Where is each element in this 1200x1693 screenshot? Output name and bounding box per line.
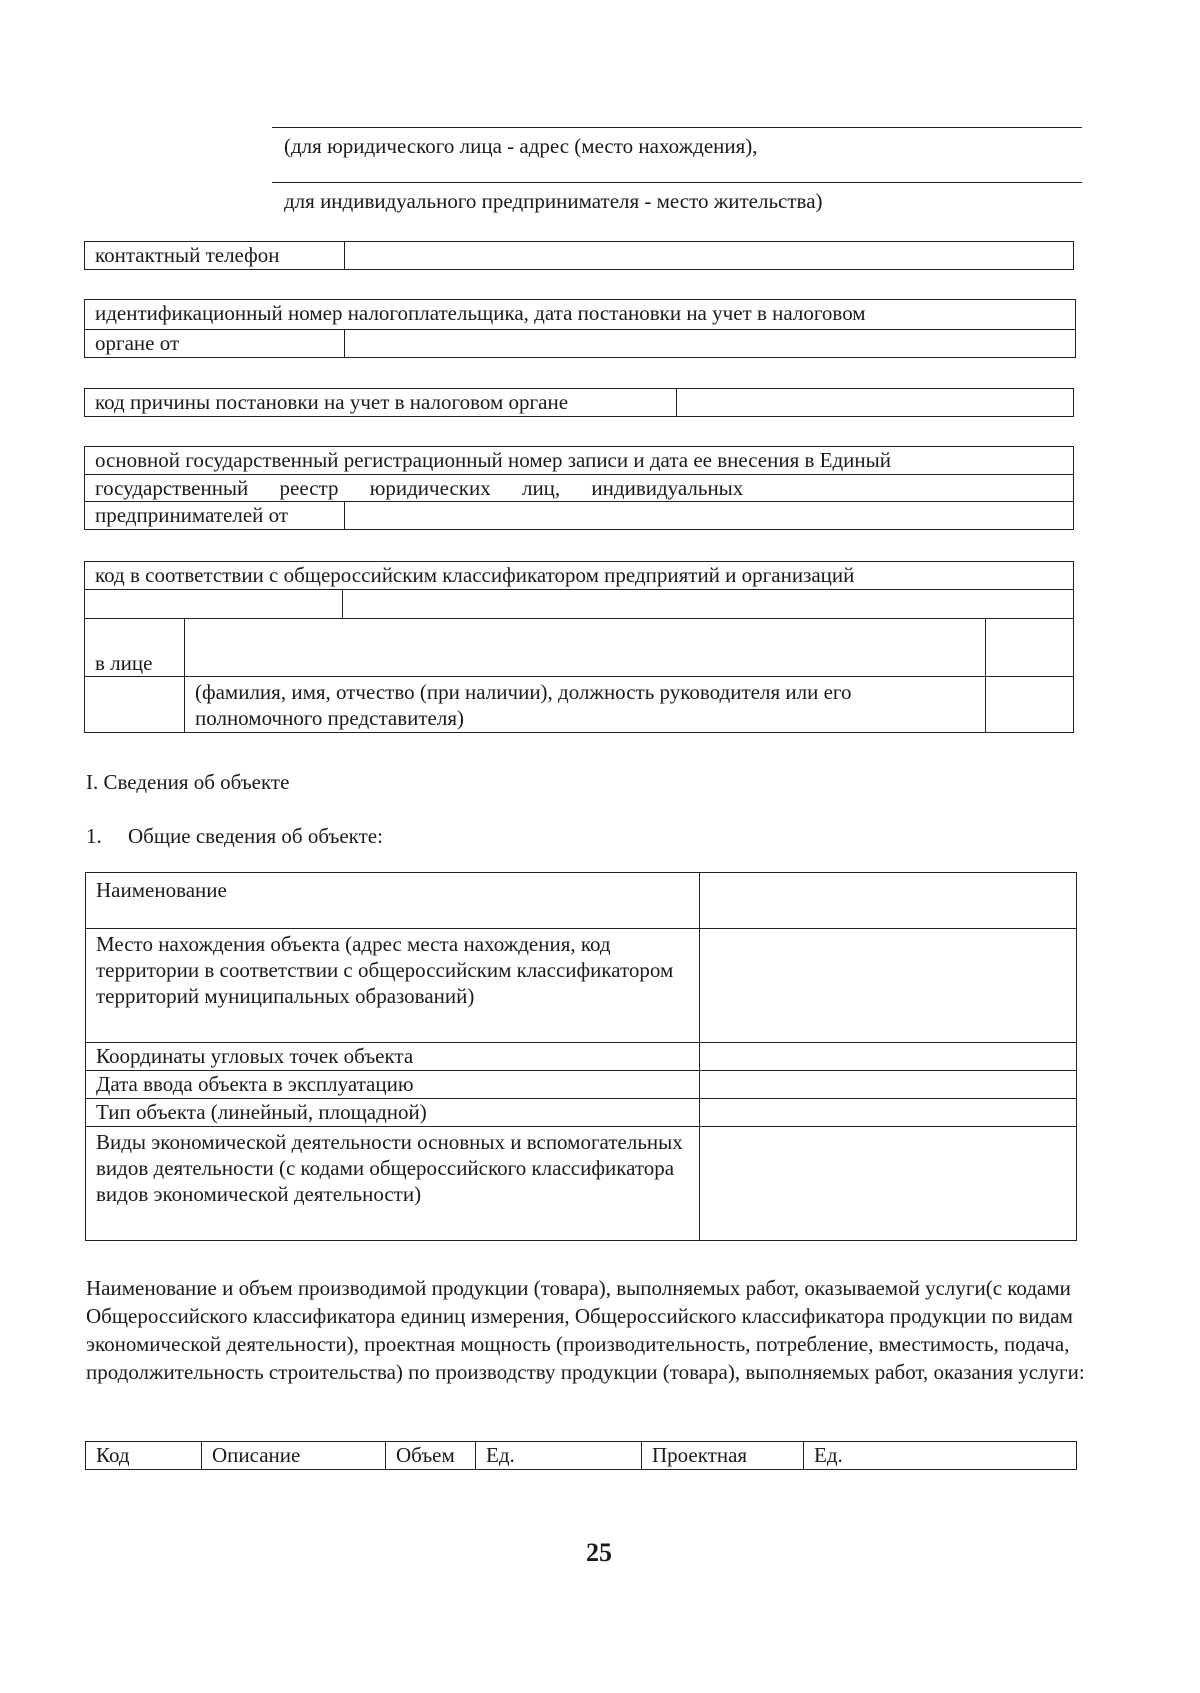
object-name-label: Наименование (86, 873, 700, 929)
object-commission-date-label: Дата ввода объекта в эксплуатацию (86, 1071, 700, 1099)
address-line-1 (272, 127, 1082, 128)
table-row (86, 1099, 1077, 1127)
representative-label: в лице (85, 619, 185, 677)
products-header-unit: Ед. (476, 1442, 642, 1470)
inn-date-field[interactable] (345, 330, 1076, 358)
subsection-title: Общие сведения об объекте: (128, 824, 383, 848)
object-type-label: Тип объекта (линейный, площадной) (86, 1099, 700, 1127)
inn-table (84, 299, 1076, 358)
subsection-number: 1. (86, 824, 102, 848)
products-header-design-capacity: Проектная (642, 1442, 804, 1470)
ogrn-label-line2: государственный реестр юридических лиц, индивидуальных (95, 476, 744, 500)
contact-phone-label: контактный телефон (85, 242, 345, 270)
section-title: I. Сведения об объекте (86, 770, 290, 794)
ogrn-label-line3: предпринимателей от (85, 502, 345, 530)
table-row (86, 1071, 1077, 1099)
inn-label-line1: идентификационный номер налогоплательщика, дата постановки на учет в налоговом (85, 300, 1076, 330)
table-row (86, 929, 1077, 1043)
kpp-label: код причины постановки на учет в налоговом органе (85, 389, 677, 417)
address-line-2 (272, 182, 1082, 183)
table-row (86, 873, 1077, 929)
okpo-code-field[interactable] (85, 590, 343, 619)
representative-empty-cell-2 (985, 677, 1073, 733)
object-location-label: Место нахождения объекта (адрес места нахождения, код территории в соответствии с общероссийским классификатором территорий муниципальных образований) (86, 929, 700, 1043)
table-row (86, 1442, 1077, 1470)
object-table (85, 872, 1077, 1241)
representative-field[interactable] (185, 619, 986, 677)
products-header-code: Код (86, 1442, 202, 1470)
table-row (86, 1043, 1077, 1071)
address-caption-1: (для юридического лица - адрес (место нахождения), (284, 134, 758, 158)
representative-empty-cell (85, 677, 185, 733)
products-paragraph: Наименование и объем производимой продукции (товара), выполняемых работ, оказываемой услуги(с кодами Общероссийского классификатора единиц измерения, Общероссийского классификатора продукции по видам экономической деятельности), проектная мощность (производительность, потребление, вместимость, подача, продолжительность строительства) по производству продукции (товара), выполняемых работ, оказания услуги: (86, 1276, 1085, 1384)
inn-label-line2: органе от (85, 330, 345, 358)
products-header-description: Описание (202, 1442, 386, 1470)
products-table (85, 1441, 1077, 1470)
table-row (86, 1127, 1077, 1241)
object-type-value[interactable] (700, 1099, 1077, 1127)
object-coordinates-label: Координаты угловых точек объекта (86, 1043, 700, 1071)
products-header-volume: Объем (386, 1442, 476, 1470)
contact-phone-table (84, 241, 1074, 270)
okpo-code-field-2[interactable] (343, 590, 1074, 619)
ogrn-label-line1: основной государственный регистрационный номер записи и дата ее внесения в Единый (85, 447, 1074, 475)
object-name-value[interactable] (700, 873, 1077, 929)
object-coordinates-value[interactable] (700, 1043, 1077, 1071)
representative-extra-cell (985, 619, 1073, 677)
contact-phone-field[interactable] (345, 242, 1074, 270)
products-header-unit-2: Ед. (804, 1442, 1077, 1470)
object-activity-label: Виды экономической деятельности основных и вспомогательных видов деятельности (с кодами общероссийского классификатора видов экономической деятельности) (86, 1127, 700, 1241)
ogrn-date-field[interactable] (345, 502, 1074, 530)
object-location-value[interactable] (700, 929, 1077, 1043)
representative-hint: (фамилия, имя, отчество (при наличии), должность руководителя или его полномочного представителя) (185, 677, 986, 733)
object-commission-date-value[interactable] (700, 1071, 1077, 1099)
ogrn-table (84, 446, 1074, 530)
okpo-label: код в соответствии с общероссийским классификатором предприятий и организаций (85, 562, 1074, 590)
kpp-field[interactable] (677, 389, 1074, 417)
object-activity-value[interactable] (700, 1127, 1077, 1241)
address-caption-2: для индивидуального предпринимателя - место жительства) (284, 189, 823, 213)
kpp-table (84, 388, 1074, 417)
okpo-table (84, 561, 1074, 733)
page-number: 25 (586, 1538, 612, 1567)
